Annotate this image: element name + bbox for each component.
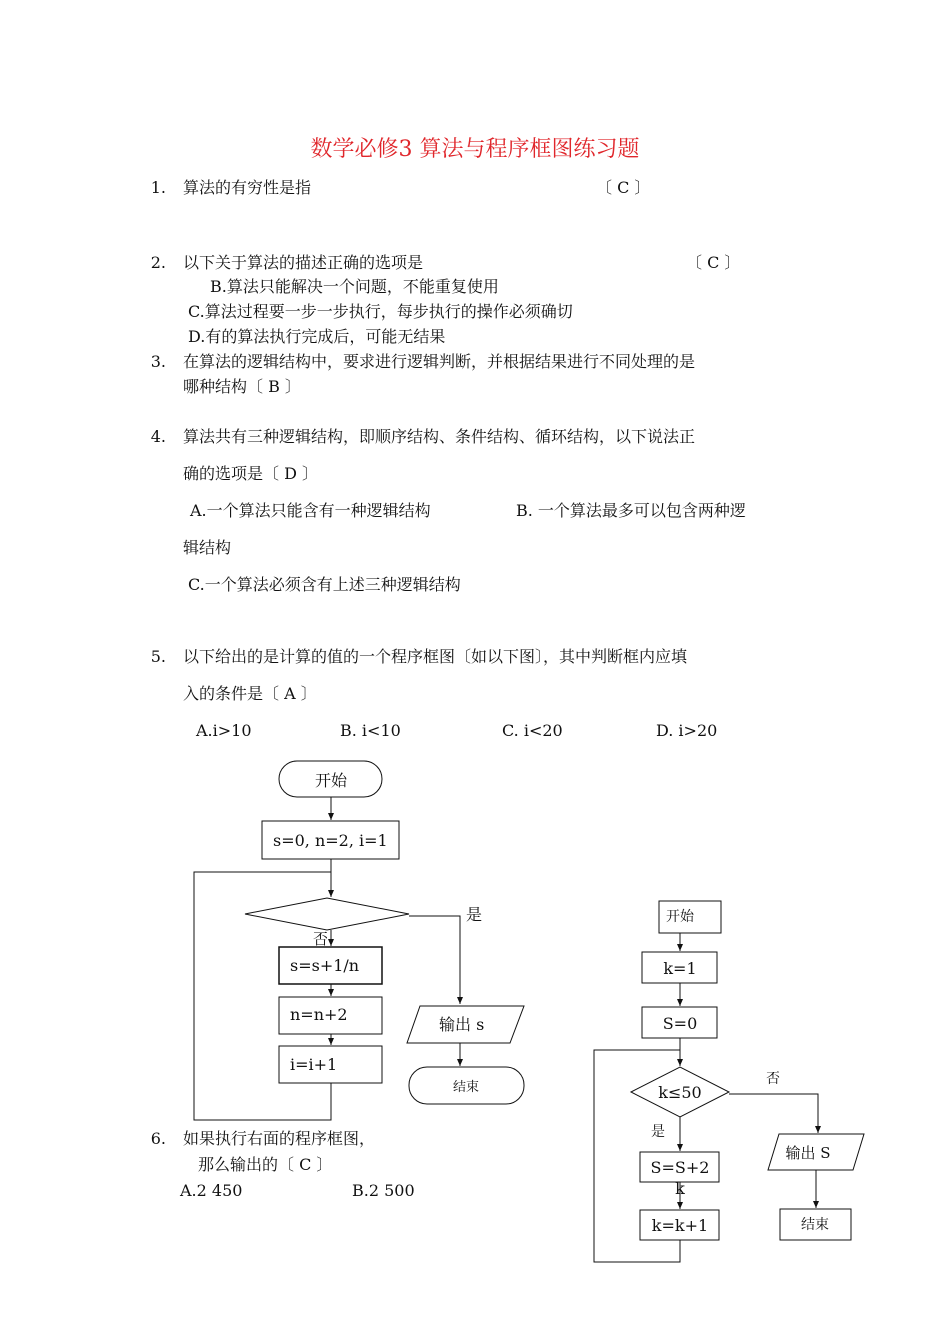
q6-option-a: A.2 450 (180, 1181, 243, 1200)
q4-number: 4. (150, 427, 166, 446)
q2-option-b: B.算法只能解决一个问题，不能重复使用 (210, 277, 499, 296)
fc1-step2-label: n=n+2 (290, 1005, 348, 1024)
fc2-end-label: 结束 (801, 1217, 829, 1233)
fc2-update-s-label: S=S+2 (650, 1158, 710, 1177)
q1-answer: 〔 C 〕 (596, 178, 651, 197)
q5-option-b: B. i<10 (340, 721, 401, 740)
fc1-step3-label: i=i+1 (290, 1055, 338, 1074)
fc1-start-label: 开始 (314, 771, 348, 790)
fc1-no-label: 否 (313, 930, 329, 948)
q6-number: 6. (150, 1129, 166, 1148)
q4-option-b-cont: 辑结构 (183, 538, 232, 557)
fc1-yes-label: 是 (466, 905, 483, 924)
q4-option-b: B. 一个算法最多可以包含两种逻 (516, 501, 746, 520)
q5-line2: 入的条件是〔 A 〕 (183, 684, 317, 703)
q3-number: 3. (150, 352, 166, 371)
q2-answer: 〔 C 〕 (686, 253, 741, 272)
q5-option-d: D. i>20 (656, 721, 718, 740)
fc2-yes-label: 是 (651, 1124, 665, 1140)
q4-line2: 确的选项是〔 D 〕 (183, 464, 319, 483)
q6-option-b: B.2 500 (352, 1181, 415, 1200)
fc2-cond-label: k≤50 (658, 1083, 702, 1102)
fc2-update-s-label-2: k (675, 1179, 685, 1198)
q5-number: 5. (150, 647, 166, 666)
q4-option-c: C.一个算法必须含有上述三种逻辑结构 (188, 575, 461, 594)
q4-line1: 算法共有三种逻辑结构，即顺序结构、条件结构、循环结构，以下说法正 (183, 427, 696, 446)
fc1-end-label: 结束 (452, 1080, 480, 1095)
q3-line2: 哪种结构〔 B 〕 (183, 377, 301, 396)
q6-line1: 如果执行右面的程序框图， (183, 1129, 376, 1148)
fc2-no-label: 否 (766, 1071, 780, 1087)
q3-line1: 在算法的逻辑结构中，要求进行逻辑判断，并根据结果进行不同处理的是 (183, 352, 696, 371)
q5-option-c: C. i<20 (502, 721, 563, 740)
q5-line1: 以下给出的是计算的值的一个程序框图〔如以下图〕，其中判断框内应填 (183, 647, 688, 666)
fc2-k-init-label: k=1 (663, 959, 697, 978)
q1-text: 算法的有穷性是指 (183, 178, 312, 197)
q5-option-a: A.i>10 (196, 721, 252, 740)
flowchart-2 (594, 901, 864, 1262)
fc1-init-label: s=0, n=2, i=1 (273, 831, 388, 850)
fc1-decision-diamond (245, 898, 409, 930)
fc1-output-label: 输出 s (439, 1015, 485, 1034)
page-title: 数学必修3 算法与程序框图练习题 (310, 137, 640, 162)
fc1-step1-label: s=s+1/n (290, 956, 360, 975)
fc2-start-label: 开始 (666, 909, 694, 925)
q4-option-a: A.一个算法只能含有一种逻辑结构 (190, 501, 431, 520)
q2-text: 以下关于算法的描述正确的选项是 (183, 253, 424, 272)
fc2-update-k-label: k=k+1 (651, 1216, 709, 1235)
flowchart-1 (194, 761, 524, 1120)
q2-option-c: C.算法过程要一步一步执行，每步执行的操作必须确切 (188, 302, 573, 321)
fc2-s-init-label: S=0 (662, 1014, 698, 1033)
q2-number: 2. (150, 253, 166, 272)
q1-number: 1. (150, 178, 166, 197)
q6-line2: 那么输出的〔 C 〕 (198, 1155, 333, 1174)
q2-option-d: D.有的算法执行完成后，可能无结果 (188, 327, 446, 346)
fc2-output-label: 输出 S (785, 1144, 831, 1162)
